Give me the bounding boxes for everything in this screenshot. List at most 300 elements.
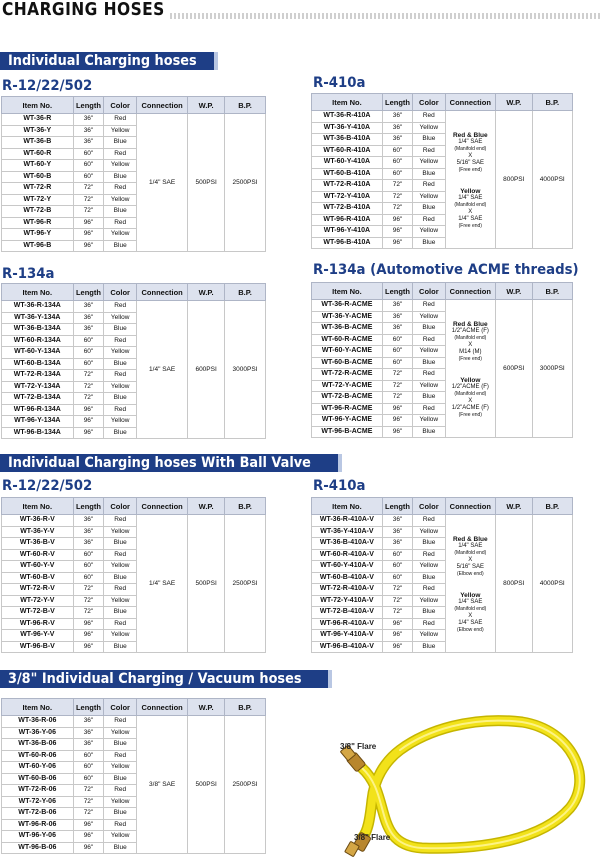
length-cell: 36" (73, 739, 104, 751)
flare-label-bottom: 3/8" Flare (354, 833, 391, 842)
color-cell: Yellow (413, 157, 445, 169)
color-cell: Red (104, 335, 137, 347)
length-cell: 60" (73, 561, 104, 573)
item-number: WT-36-R-V (2, 515, 74, 527)
color-cell: Red (104, 114, 137, 126)
length-cell: 60" (73, 160, 104, 172)
color-cell: Red (104, 716, 137, 728)
color-cell: Blue (104, 572, 137, 584)
item-number: WT-72-R-410A (312, 180, 383, 192)
title-rule (170, 13, 600, 19)
connection-cross: X (468, 208, 473, 215)
column-header: Item No. (2, 97, 74, 114)
length-cell: 96" (382, 403, 412, 415)
color-cell: Yellow (104, 561, 137, 573)
connection-cell (445, 111, 496, 249)
color-cell: Blue (104, 324, 137, 336)
column-header: Item No. (312, 498, 383, 515)
length-cell: 72" (73, 381, 104, 393)
item-number: WT-60-Y-ACME (312, 346, 383, 358)
connection-cell (445, 515, 496, 653)
length-cell: 72" (73, 595, 104, 607)
item-number: WT-60-B-ACME (312, 357, 383, 369)
column-header: W.P. (188, 284, 225, 301)
length-cell: 96" (73, 229, 104, 241)
length-cell: 36" (382, 526, 412, 538)
column-header: Color (413, 283, 445, 300)
page-title: CHARGING HOSES (2, 0, 165, 20)
working-pressure-cell: 500PSI (188, 114, 225, 252)
color-cell: Red (413, 403, 445, 415)
connection-cell: 1/4" SAE (137, 114, 188, 252)
color-cell: Blue (104, 842, 137, 854)
item-number: WT-60-R-410A (312, 145, 383, 157)
item-number: WT-36-R-410A (312, 111, 383, 123)
item-number: WT-36-B-410A (312, 134, 383, 146)
item-number: WT-96-Y (2, 229, 74, 241)
item-number: WT-60-Y-410A-V (312, 561, 383, 573)
item-number: WT-96-B (2, 240, 74, 252)
column-header: Length (73, 284, 104, 301)
burst-pressure-cell: 3000PSI (532, 300, 573, 438)
table-r12-valve (1, 497, 266, 653)
item-number: WT-36-B-410A-V (312, 538, 383, 550)
item-number: WT-60-B (2, 171, 74, 183)
column-header: B.P. (225, 498, 266, 515)
column-header: Length (382, 283, 412, 300)
column-header: Color (104, 699, 137, 716)
item-number: WT-72-Y-06 (2, 796, 74, 808)
color-cell: Yellow (104, 125, 137, 137)
color-cell: Red (413, 369, 445, 381)
color-cell: Red (413, 515, 445, 527)
item-number: WT-72-Y-ACME (312, 380, 383, 392)
column-header: Connection (137, 97, 188, 114)
color-cell: Blue (104, 773, 137, 785)
column-header: B.P. (532, 498, 573, 515)
column-header: W.P. (496, 283, 532, 300)
item-number: WT-36-R (2, 114, 74, 126)
length-cell: 96" (73, 404, 104, 416)
connection-title: Red & Blue (452, 535, 488, 543)
item-number: WT-60-Y-V (2, 561, 74, 573)
item-number: WT-60-R-410A-V (312, 549, 383, 561)
color-cell: Blue (413, 237, 445, 249)
color-cell: Red (104, 404, 137, 416)
length-cell: 96" (73, 842, 104, 854)
color-cell: Yellow (104, 630, 137, 642)
column-header: Item No. (312, 94, 383, 111)
item-number: WT-60-B-134A (2, 358, 74, 370)
table-row (2, 114, 266, 126)
color-cell: Blue (104, 427, 137, 439)
connection-title: Yellow (460, 376, 481, 384)
banner-ball-valve: Individual Charging hoses With Ball Valve (0, 454, 342, 472)
item-number: WT-72-Y-410A-V (312, 595, 383, 607)
color-cell: Red (413, 334, 445, 346)
item-number: WT-72-Y-410A (312, 191, 383, 203)
column-header: Length (73, 97, 104, 114)
connection-spec: 1/4" SAE (458, 598, 483, 605)
item-number: WT-36-B-ACME (312, 323, 383, 335)
color-cell: Red (104, 549, 137, 561)
column-header: B.P. (532, 94, 573, 111)
column-header: W.P. (188, 498, 225, 515)
item-number: WT-96-B-06 (2, 842, 74, 854)
connection-end-note: (Manifold end) (454, 145, 487, 152)
connection-title: Red & Blue (452, 320, 488, 328)
length-cell: 60" (382, 572, 412, 584)
length-cell: 36" (382, 538, 412, 550)
page-header (0, 0, 600, 22)
color-cell: Yellow (104, 526, 137, 538)
table-row (312, 300, 573, 312)
item-number: WT-96-B-V (2, 641, 74, 653)
length-cell: 96" (382, 214, 412, 226)
length-cell: 96" (73, 217, 104, 229)
item-number: WT-96-Y-410A (312, 226, 383, 238)
length-cell: 72" (382, 595, 412, 607)
item-number: WT-36-B-06 (2, 739, 74, 751)
connection-end-note: (Free end) (458, 166, 482, 173)
color-cell: Red (104, 785, 137, 797)
burst-pressure-cell: 4000PSI (532, 111, 573, 249)
column-header: Color (104, 97, 137, 114)
connection-spec: 1/4" SAE (458, 194, 483, 201)
color-cell: Yellow (104, 381, 137, 393)
column-header: Length (382, 94, 412, 111)
item-number: WT-36-Y-06 (2, 727, 74, 739)
connection-end-note: (Free end) (458, 411, 482, 418)
color-cell: Blue (104, 171, 137, 183)
length-cell: 96" (382, 426, 412, 438)
length-cell: 36" (73, 114, 104, 126)
length-cell: 60" (73, 773, 104, 785)
length-cell: 96" (73, 819, 104, 831)
color-cell: Yellow (104, 727, 137, 739)
column-header: Item No. (2, 699, 74, 716)
length-cell: 60" (73, 347, 104, 359)
item-number: WT-60-Y-410A (312, 157, 383, 169)
color-cell: Yellow (413, 226, 445, 238)
table-row (2, 301, 266, 313)
column-header: W.P. (188, 699, 225, 716)
length-cell: 72" (382, 180, 412, 192)
length-cell: 72" (73, 194, 104, 206)
column-header: Length (73, 699, 104, 716)
color-cell: Blue (104, 808, 137, 820)
color-cell: Blue (104, 240, 137, 252)
column-header: Length (73, 498, 104, 515)
color-cell: Red (104, 148, 137, 160)
item-number: WT-36-Y (2, 125, 74, 137)
color-cell: Yellow (104, 194, 137, 206)
column-header: Item No. (312, 283, 383, 300)
table-r410a-valve (311, 497, 573, 653)
length-cell: 36" (73, 301, 104, 313)
item-number: WT-60-Y-134A (2, 347, 74, 359)
item-number: WT-72-Y-134A (2, 381, 74, 393)
color-cell: Yellow (413, 122, 445, 134)
burst-pressure-cell: 3000PSI (225, 301, 266, 439)
item-number: WT-72-R-410A-V (312, 584, 383, 596)
color-cell: Yellow (104, 796, 137, 808)
item-number: WT-72-B-06 (2, 808, 74, 820)
color-cell: Yellow (104, 160, 137, 172)
section-title-acme: R-134a (Automotive ACME threads) (313, 262, 579, 278)
table-row (312, 111, 573, 123)
color-cell: Blue (413, 203, 445, 215)
connection-title: Yellow (460, 591, 481, 599)
color-cell: Blue (413, 323, 445, 335)
banner-vacuum: 3/8" Individual Charging / Vacuum hoses (0, 670, 332, 688)
color-cell: Blue (104, 607, 137, 619)
length-cell: 96" (73, 618, 104, 630)
item-number: WT-72-R-06 (2, 785, 74, 797)
item-number: WT-60-R (2, 148, 74, 160)
burst-pressure-cell: 2500PSI (225, 114, 266, 252)
color-cell: Red (413, 549, 445, 561)
length-cell: 72" (73, 393, 104, 405)
color-cell: Blue (104, 739, 137, 751)
color-cell: Red (413, 214, 445, 226)
length-cell: 60" (382, 157, 412, 169)
connection-end-note: (Free end) (458, 355, 482, 362)
length-cell: 36" (73, 125, 104, 137)
item-number: WT-96-R (2, 217, 74, 229)
item-number: WT-36-R-ACME (312, 300, 383, 312)
item-number: WT-60-B-V (2, 572, 74, 584)
item-number: WT-72-Y-V (2, 595, 74, 607)
color-cell: Blue (104, 206, 137, 218)
color-cell: Yellow (413, 630, 445, 642)
length-cell: 72" (73, 206, 104, 218)
connection-cross: X (468, 612, 473, 619)
length-cell: 36" (73, 515, 104, 527)
item-number: WT-96-B-134A (2, 427, 74, 439)
length-cell: 60" (73, 572, 104, 584)
length-cell: 60" (73, 549, 104, 561)
color-cell: Blue (104, 137, 137, 149)
working-pressure-cell: 500PSI (188, 716, 225, 854)
item-number: WT-72-B-ACME (312, 392, 383, 404)
connection-end-note: (Manifold end) (454, 201, 487, 208)
column-header: Connection (445, 498, 496, 515)
length-cell: 72" (382, 380, 412, 392)
connection-end-note: (Elbow end) (456, 626, 484, 633)
table-row (2, 716, 266, 728)
item-number: WT-72-B-410A-V (312, 607, 383, 619)
table-acme (311, 282, 573, 438)
color-cell: Blue (104, 641, 137, 653)
connection-spec: 1/4" SAE (458, 138, 483, 145)
length-cell: 60" (382, 168, 412, 180)
connection-spec: 5/16" SAE (456, 159, 485, 166)
item-number: WT-96-B-410A-V (312, 641, 383, 653)
connection-title: Yellow (460, 187, 481, 195)
length-cell: 36" (73, 526, 104, 538)
section-title-r12: R-12/22/502 (2, 78, 93, 94)
length-cell: 72" (382, 392, 412, 404)
connection-spec: 1/4" SAE (458, 215, 483, 222)
column-header: Item No. (2, 284, 74, 301)
length-cell: 60" (73, 762, 104, 774)
color-cell: Yellow (413, 526, 445, 538)
color-cell: Red (104, 370, 137, 382)
connection-cell: 3/8" SAE (137, 716, 188, 854)
color-cell: Red (104, 217, 137, 229)
length-cell: 60" (73, 171, 104, 183)
item-number: WT-96-Y-410A-V (312, 630, 383, 642)
length-cell: 72" (73, 584, 104, 596)
item-number: WT-72-B (2, 206, 74, 218)
item-number: WT-60-R-ACME (312, 334, 383, 346)
item-number: WT-96-R-ACME (312, 403, 383, 415)
length-cell: 36" (73, 312, 104, 324)
length-cell: 60" (73, 148, 104, 160)
table-r12 (1, 96, 266, 252)
length-cell: 36" (382, 111, 412, 123)
color-cell: Yellow (104, 347, 137, 359)
working-pressure-cell: 600PSI (496, 300, 532, 438)
item-number: WT-36-R-134A (2, 301, 74, 313)
color-cell: Red (104, 819, 137, 831)
color-cell: Blue (413, 168, 445, 180)
length-cell: 60" (382, 334, 412, 346)
banner-individual: Individual Charging hoses (0, 52, 218, 70)
color-cell: Blue (413, 426, 445, 438)
item-number: WT-96-R-410A (312, 214, 383, 226)
item-number: WT-72-R-V (2, 584, 74, 596)
yellow-connection (446, 377, 496, 419)
length-cell: 72" (382, 584, 412, 596)
color-cell: Yellow (104, 312, 137, 324)
color-cell: Blue (413, 392, 445, 404)
table-r410a (311, 93, 573, 249)
color-cell: Blue (413, 607, 445, 619)
color-cell: Blue (104, 393, 137, 405)
column-header: B.P. (225, 284, 266, 301)
item-number: WT-36-Y-ACME (312, 311, 383, 323)
color-cell: Yellow (413, 380, 445, 392)
item-number: WT-72-R-134A (2, 370, 74, 382)
connection-cross: X (468, 556, 473, 563)
connection-end-note: (Elbow end) (456, 570, 484, 577)
length-cell: 72" (73, 183, 104, 195)
length-cell: 72" (382, 191, 412, 203)
connection-spec: 1/4" SAE (458, 542, 483, 549)
length-cell: 36" (382, 323, 412, 335)
section-title-r410a-valve: R-410a (313, 478, 366, 494)
item-number: WT-96-R-410A-V (312, 618, 383, 630)
length-cell: 72" (382, 203, 412, 215)
length-cell: 60" (382, 561, 412, 573)
item-number: WT-96-Y-V (2, 630, 74, 642)
connection-spec: 1/2"ACME (F) (451, 383, 489, 390)
column-header: Item No. (2, 498, 74, 515)
color-cell: Yellow (413, 561, 445, 573)
color-cell: Red (104, 515, 137, 527)
item-number: WT-36-Y-134A (2, 312, 74, 324)
item-number: WT-36-Y-410A-V (312, 526, 383, 538)
section-title-r410a: R-410a (313, 75, 366, 91)
item-number: WT-60-R-06 (2, 750, 74, 762)
item-number: WT-72-B-134A (2, 393, 74, 405)
color-cell: Yellow (104, 416, 137, 428)
length-cell: 96" (382, 226, 412, 238)
table-row (312, 515, 573, 527)
color-cell: Red (104, 301, 137, 313)
length-cell: 96" (382, 630, 412, 642)
color-cell: Yellow (104, 595, 137, 607)
length-cell: 60" (73, 750, 104, 762)
connection-end-note: (Manifold end) (454, 390, 487, 397)
color-cell: Yellow (104, 229, 137, 241)
length-cell: 96" (382, 237, 412, 249)
length-cell: 96" (73, 831, 104, 843)
column-header: W.P. (496, 498, 532, 515)
column-header: Connection (445, 283, 496, 300)
length-cell: 96" (73, 630, 104, 642)
item-number: WT-96-Y-ACME (312, 415, 383, 427)
length-cell: 72" (73, 370, 104, 382)
item-number: WT-72-B-410A (312, 203, 383, 215)
color-cell: Yellow (413, 311, 445, 323)
working-pressure-cell: 800PSI (496, 515, 532, 653)
column-header: B.P. (225, 97, 266, 114)
length-cell: 36" (73, 137, 104, 149)
length-cell: 60" (382, 346, 412, 358)
color-cell: Red (413, 618, 445, 630)
table-r134a (1, 283, 266, 439)
item-number: WT-60-B-410A (312, 168, 383, 180)
burst-pressure-cell: 2500PSI (225, 716, 266, 854)
connection-cross: X (468, 397, 473, 404)
column-header: W.P. (188, 97, 225, 114)
color-cell: Blue (413, 538, 445, 550)
burst-pressure-cell: 2500PSI (225, 515, 266, 653)
length-cell: 96" (73, 641, 104, 653)
color-cell: Red (413, 145, 445, 157)
length-cell: 72" (73, 607, 104, 619)
item-number: WT-96-B-410A (312, 237, 383, 249)
length-cell: 96" (73, 416, 104, 428)
item-number: WT-60-R-V (2, 549, 74, 561)
length-cell: 60" (73, 358, 104, 370)
connection-end-note: (Manifold end) (454, 334, 487, 341)
color-cell: Blue (413, 357, 445, 369)
color-cell: Blue (413, 572, 445, 584)
length-cell: 60" (382, 357, 412, 369)
color-cell: Yellow (413, 191, 445, 203)
item-number: WT-72-R-ACME (312, 369, 383, 381)
length-cell: 36" (73, 716, 104, 728)
connection-spec: 1/4" SAE (458, 619, 483, 626)
connection-end-note: (Manifold end) (454, 605, 487, 612)
length-cell: 72" (382, 369, 412, 381)
length-cell: 36" (73, 727, 104, 739)
connection-cell: 1/4" SAE (137, 515, 188, 653)
length-cell: 60" (382, 145, 412, 157)
section-title-r12-valve: R-12/22/502 (2, 478, 93, 494)
item-number: WT-36-B-V (2, 538, 74, 550)
length-cell: 72" (73, 785, 104, 797)
item-number: WT-96-R-V (2, 618, 74, 630)
item-number: WT-60-B-06 (2, 773, 74, 785)
table-vacuum (1, 698, 266, 854)
length-cell: 96" (382, 618, 412, 630)
yellow-connection (446, 592, 496, 634)
